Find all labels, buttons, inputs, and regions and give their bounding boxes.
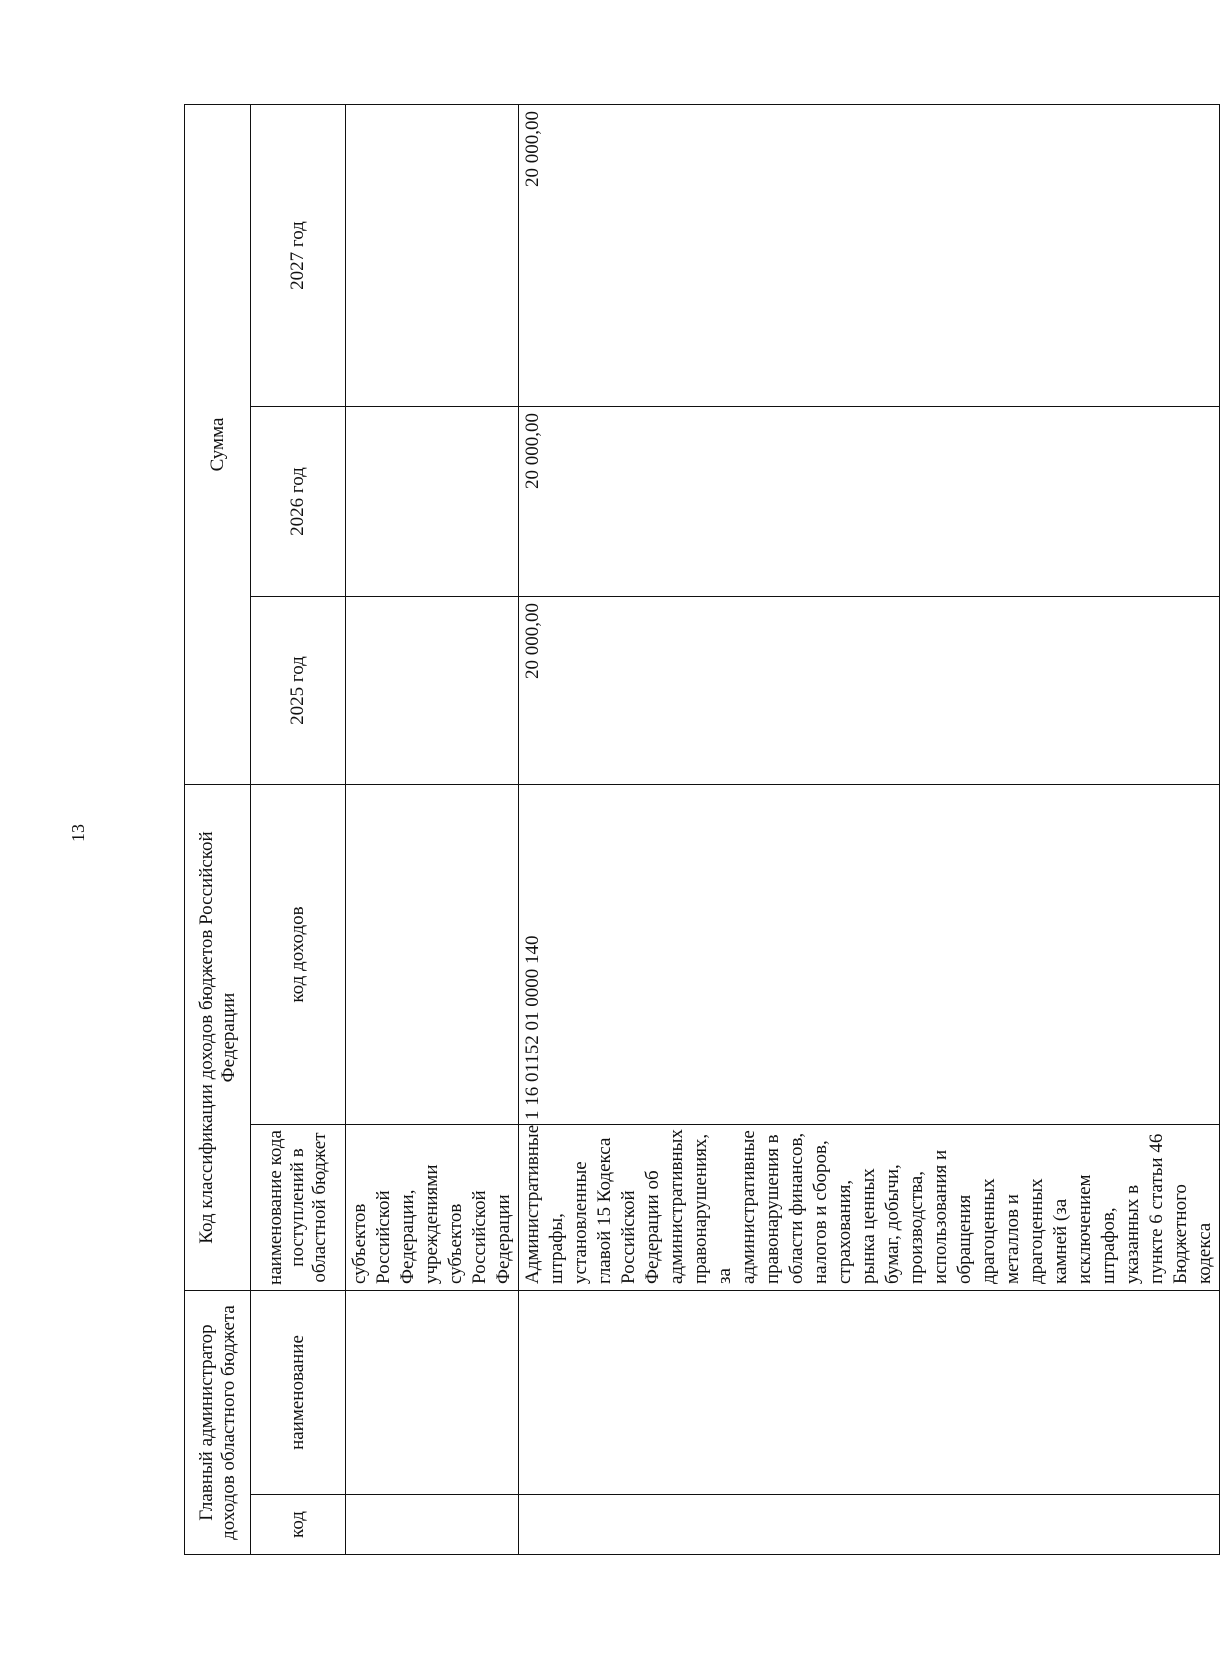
cell-income-code bbox=[346, 785, 519, 1125]
cell-code bbox=[346, 1495, 519, 1555]
cell-2026: 20 000,00 bbox=[519, 407, 1220, 597]
header-year-2026: 2026 год bbox=[251, 407, 346, 597]
header-code: код bbox=[251, 1495, 346, 1555]
cell-income-code: 1 16 01152 01 0000 140 bbox=[519, 785, 1220, 1125]
table-row bbox=[519, 104, 1220, 1554]
cell-admin-name bbox=[519, 1291, 1220, 1495]
cell-income-name: субъектов Российской Федерации, учреждениями субъектов Российской Федерации bbox=[346, 1125, 519, 1291]
header-sum-group: Сумма bbox=[185, 104, 251, 784]
table-row bbox=[346, 104, 519, 1554]
cell-code bbox=[519, 1495, 1220, 1555]
header-admin-name: наименование bbox=[251, 1291, 346, 1495]
page-number: 13 bbox=[68, 824, 88, 842]
header-classification-group: Код классификации доходов бюджетов Российской Федерации bbox=[185, 785, 251, 1291]
cell-2027: 20 000,00 bbox=[519, 104, 1220, 406]
cell-2025 bbox=[346, 597, 519, 785]
revenue-table-container bbox=[184, 105, 1215, 1555]
cell-2026 bbox=[346, 407, 519, 597]
header-year-2027: 2027 год bbox=[251, 104, 346, 406]
header-year-2025: 2025 год bbox=[251, 597, 346, 785]
header-income-name: наименование кода поступлений в областной бюджет bbox=[251, 1125, 346, 1291]
cell-income-name: Административные штрафы, установленные главой 15 Кодекса Российской Федерации об административных правонарушениях, за административные правонарушения в области финансов, налогов и сборов, страхования, рынка ценных бумаг, добычи, производства, использования и обращения драгоценных металлов и драгоценных камней (за исключением штрафов, указанных в пункте 6 статьи 46 Бюджетного кодекса bbox=[519, 1125, 1220, 1291]
header-income-code: код доходов bbox=[251, 785, 346, 1125]
cell-2025: 20 000,00 bbox=[519, 597, 1220, 785]
revenue-table bbox=[184, 104, 1220, 1555]
cell-admin-name bbox=[346, 1291, 519, 1495]
cell-2027 bbox=[346, 104, 519, 406]
header-admin-group: Главный администратор доходов областного бюджета bbox=[185, 1291, 251, 1555]
